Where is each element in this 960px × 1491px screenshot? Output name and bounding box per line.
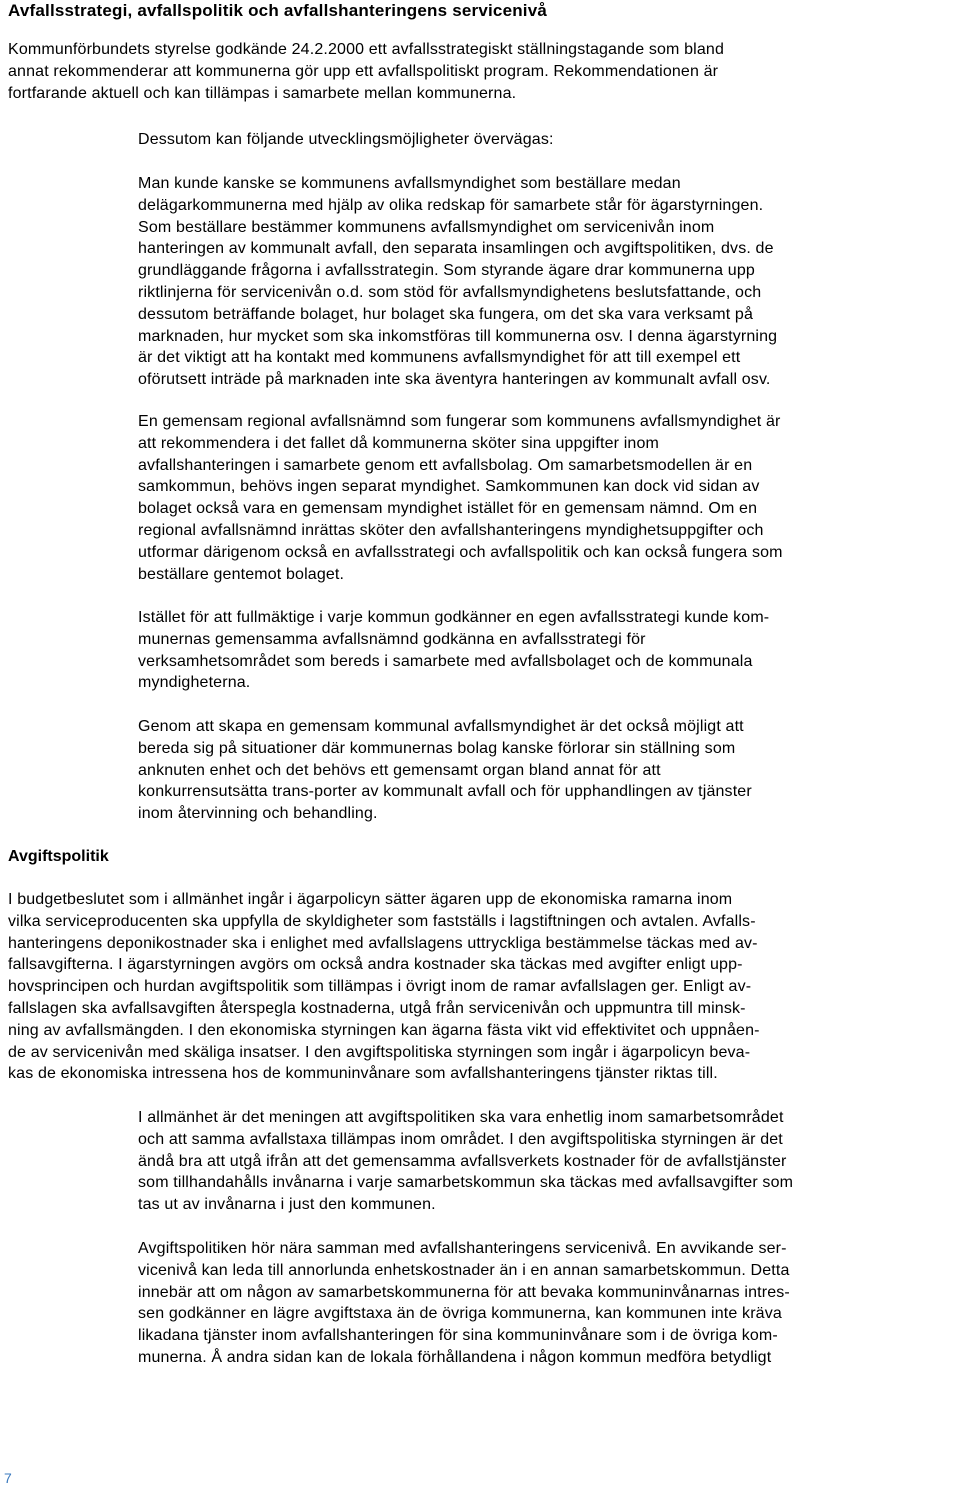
text-line: hovsprincipen och hurdan avgiftspolitik som tillämpas i övrigt inom de ramar avfallslagen ger. Enligt av-: [8, 978, 752, 996]
text-line: I allmänhet är det meningen att avgiftspolitiken ska vara enhetlig inom samarbetsområdet: [138, 1109, 784, 1126]
text-line: beställare gentemot bolaget.: [138, 565, 345, 583]
text-line: myndigheterna.: [138, 674, 251, 692]
text-line: bolaget också vara en gemensam myndighet istället för en gemensam nämnd. Om en: [138, 500, 758, 518]
text-line: tas ut av invånarna i just den kommunen.: [138, 1196, 436, 1214]
text-line: likadana tjänster inom avfallshanteringen för sina kommuninvånare som i de övriga kom-: [138, 1327, 778, 1345]
text-line: annat rekommenderar att kommunerna gör upp ett avfallspolitiskt program. Rekommendationen är: [8, 62, 719, 80]
text-line: konkurrensutsätta trans-porter av kommunalt avfall och för upphandlingen av tjänster: [138, 783, 752, 801]
text-line: bereda sig på situationer där kommunernas bolag kanske förlorar sin ställning som: [138, 739, 736, 757]
section-heading-avgiftspolitik: Avgiftspolitik: [8, 848, 109, 865]
text-line: Istället för att fullmäktige i varje kommun godkänner en egen avfallsstrategi kunde kom-: [138, 609, 770, 626]
text-line: sen godkänner en lägre avgiftstaxa än de övriga kommunerna, kan kommunen inte kräva: [138, 1305, 782, 1323]
text-line: Som beställare bestämmer kommunens avfallsmyndighet om servicenivån inom: [138, 218, 715, 236]
text-line: innebär att om någon av samarbetskommunerna för att bevaka kommuninvånarnas intres-: [138, 1283, 790, 1301]
text-line: verksamhetsområdet som bereds i samarbete med avfallsbolaget och de kommunala: [138, 652, 753, 670]
text-line: delägarkommunerna med hjälp av olika redskap för samarbete står för ägarstyrningen.: [138, 196, 764, 214]
text-line: samkommun, behövs ingen separat myndighet. Samkommunen kan dock vid sidan av: [138, 478, 760, 496]
text-line: Avgiftspolitiken hör nära samman med avfallshanteringens servicenivå. En avvikande ser-: [138, 1240, 787, 1257]
intro-paragraph: [8, 39, 953, 104]
text-line: anknuten enhet och det behövs ett gemensamt organ bland annat för att: [138, 761, 661, 779]
text-line: är det viktigt att ha kontakt med kommunens avfallsmyndighet för att till exempel ett: [138, 349, 741, 367]
text-line: fallsavgifterna. I ägarstyrningen avgörs om också andra kostnader ska täckas med avgifter enligt upp-: [8, 956, 743, 974]
paragraph-uniform-fees: [138, 1107, 958, 1216]
text-line: Kommunförbundets styrelse godkände 24.2.2000 ett avfallsstrategiskt ställningstagande som bland: [8, 41, 725, 58]
paragraph-regional-board: [138, 411, 958, 585]
page-number: 7: [4, 1470, 12, 1486]
text-line: och att samma avfallstaxa tillämpas inom området. I den avgiftspolitiska styrningen är det: [138, 1130, 783, 1148]
text-line: munerna. Å andra sidan kan de lokala förhållandena i någon kommun medföra betydligt: [138, 1348, 772, 1366]
text-line: fortfarande aktuell och kan tillämpas i samarbete mellan kommunerna.: [8, 84, 517, 102]
text-line: Genom att skapa en gemensam kommunal avfallsmyndighet är det också möjligt att: [138, 718, 744, 735]
text-line: ning av avfallsmängden. I den ekonomiska styrningen kan ägarna fästa vikt vid effektivitet och uppnåen-: [8, 1021, 760, 1039]
text-line: som tillhandahålls invånarna i varje samarbetskommun ska täckas med avfallsavgifter som: [138, 1174, 794, 1192]
text-line: utformar därigenom också en avfallsstrategi och avfallspolitik och kan också fungera som: [138, 543, 783, 561]
paragraph-common-authority: [138, 716, 958, 825]
paragraph-ownership: [138, 173, 958, 391]
document-title: Avfallsstrategi, avfallspolitik och avfallshanteringens servicenivå: [8, 1, 548, 20]
text-line: munernas gemensamma avfallsnämnd godkänna en avfallsstrategi för: [138, 630, 646, 648]
text-line: regional avfallsnämnd inrättas sköter den avfallshanteringens myndighetsuppgifter och: [138, 521, 764, 539]
text-line: I budgetbeslutet som i allmänhet ingår i ägarpolicyn sätter ägaren upp de ekonomiska ramarna inom: [8, 891, 733, 908]
text-line: inom återvinning och behandling.: [138, 805, 378, 823]
text-line: avfallshanteringen i samarbete genom ett avfallsbolag. Om samarbetsmodellen är en: [138, 456, 753, 474]
text-line: vicenivå kan leda till annorlunda enhetskostnader än i en annan samarbetskommun. Detta: [138, 1261, 790, 1279]
text-line: hanteringen av kommunalt avfall, den separata insamlingen och avgiftspolitiken, dvs. de: [138, 240, 774, 258]
text-line: En gemensam regional avfallsnämnd som fungerar som kommunens avfallsmyndighet är: [138, 413, 781, 430]
paragraph-service-level: [138, 1238, 958, 1369]
paragraph-possibilities: [138, 129, 958, 151]
text-line: kas de ekonomiska intressena hos de kommuninvånare som avfallshanteringens tjänster riktas till.: [8, 1065, 718, 1083]
text-line: grundläggande frågorna i avfallsstrategin. Som styrande ägare drar kommunerna upp: [138, 262, 755, 280]
text-line: Dessutom kan följande utvecklingsmöjligheter övervägas:: [138, 131, 554, 148]
paragraph-budget: [8, 889, 953, 1085]
text-line: Man kunde kanske se kommunens avfallsmyndighet som beställare medan: [138, 175, 681, 192]
text-line: de av servicenivån med skäliga insatser. I den avgiftspolitiska styrningen som ingår i ägarpolicyn beva-: [8, 1043, 751, 1061]
text-line: marknaden, hur mycket som ska inkomstföras till kommunerna osv. I denna ägarstyrning: [138, 327, 778, 345]
text-line: ändå bra att utgå ifrån att det gemensamma avfallsverkets kostnader för de avfallstjänster: [138, 1152, 787, 1170]
paragraph-strategy-approval: [138, 607, 958, 694]
text-line: oförutsett inträde på marknaden inte ska äventyra hanteringen av kommunalt avfall osv.: [138, 371, 771, 389]
text-line: riktlinjerna för servicenivån o.d. som stöd för avfallsmyndighetens beslutsfattande, och: [138, 283, 762, 301]
text-line: dessutom beträffande bolaget, hur bolaget ska fungera, om det ska vara verksamt på: [138, 305, 754, 323]
text-line: att rekommendera i det fallet då kommunerna sköter sina uppgifter inom: [138, 434, 659, 452]
text-line: fallslagen ska avfallsavgiften återspegla kostnaderna, utgå från servicenivån och uppmuntra till minsk-: [8, 999, 746, 1017]
text-line: vilka serviceproducenten ska uppfylla de skyldigheter som fastställs i lagstiftningen och avtalen. Avfalls-: [8, 912, 756, 930]
text-line: hanteringens deponikostnader ska i enlighet med avfallslagens uttryckliga bestämmelse täckas med av-: [8, 934, 758, 952]
